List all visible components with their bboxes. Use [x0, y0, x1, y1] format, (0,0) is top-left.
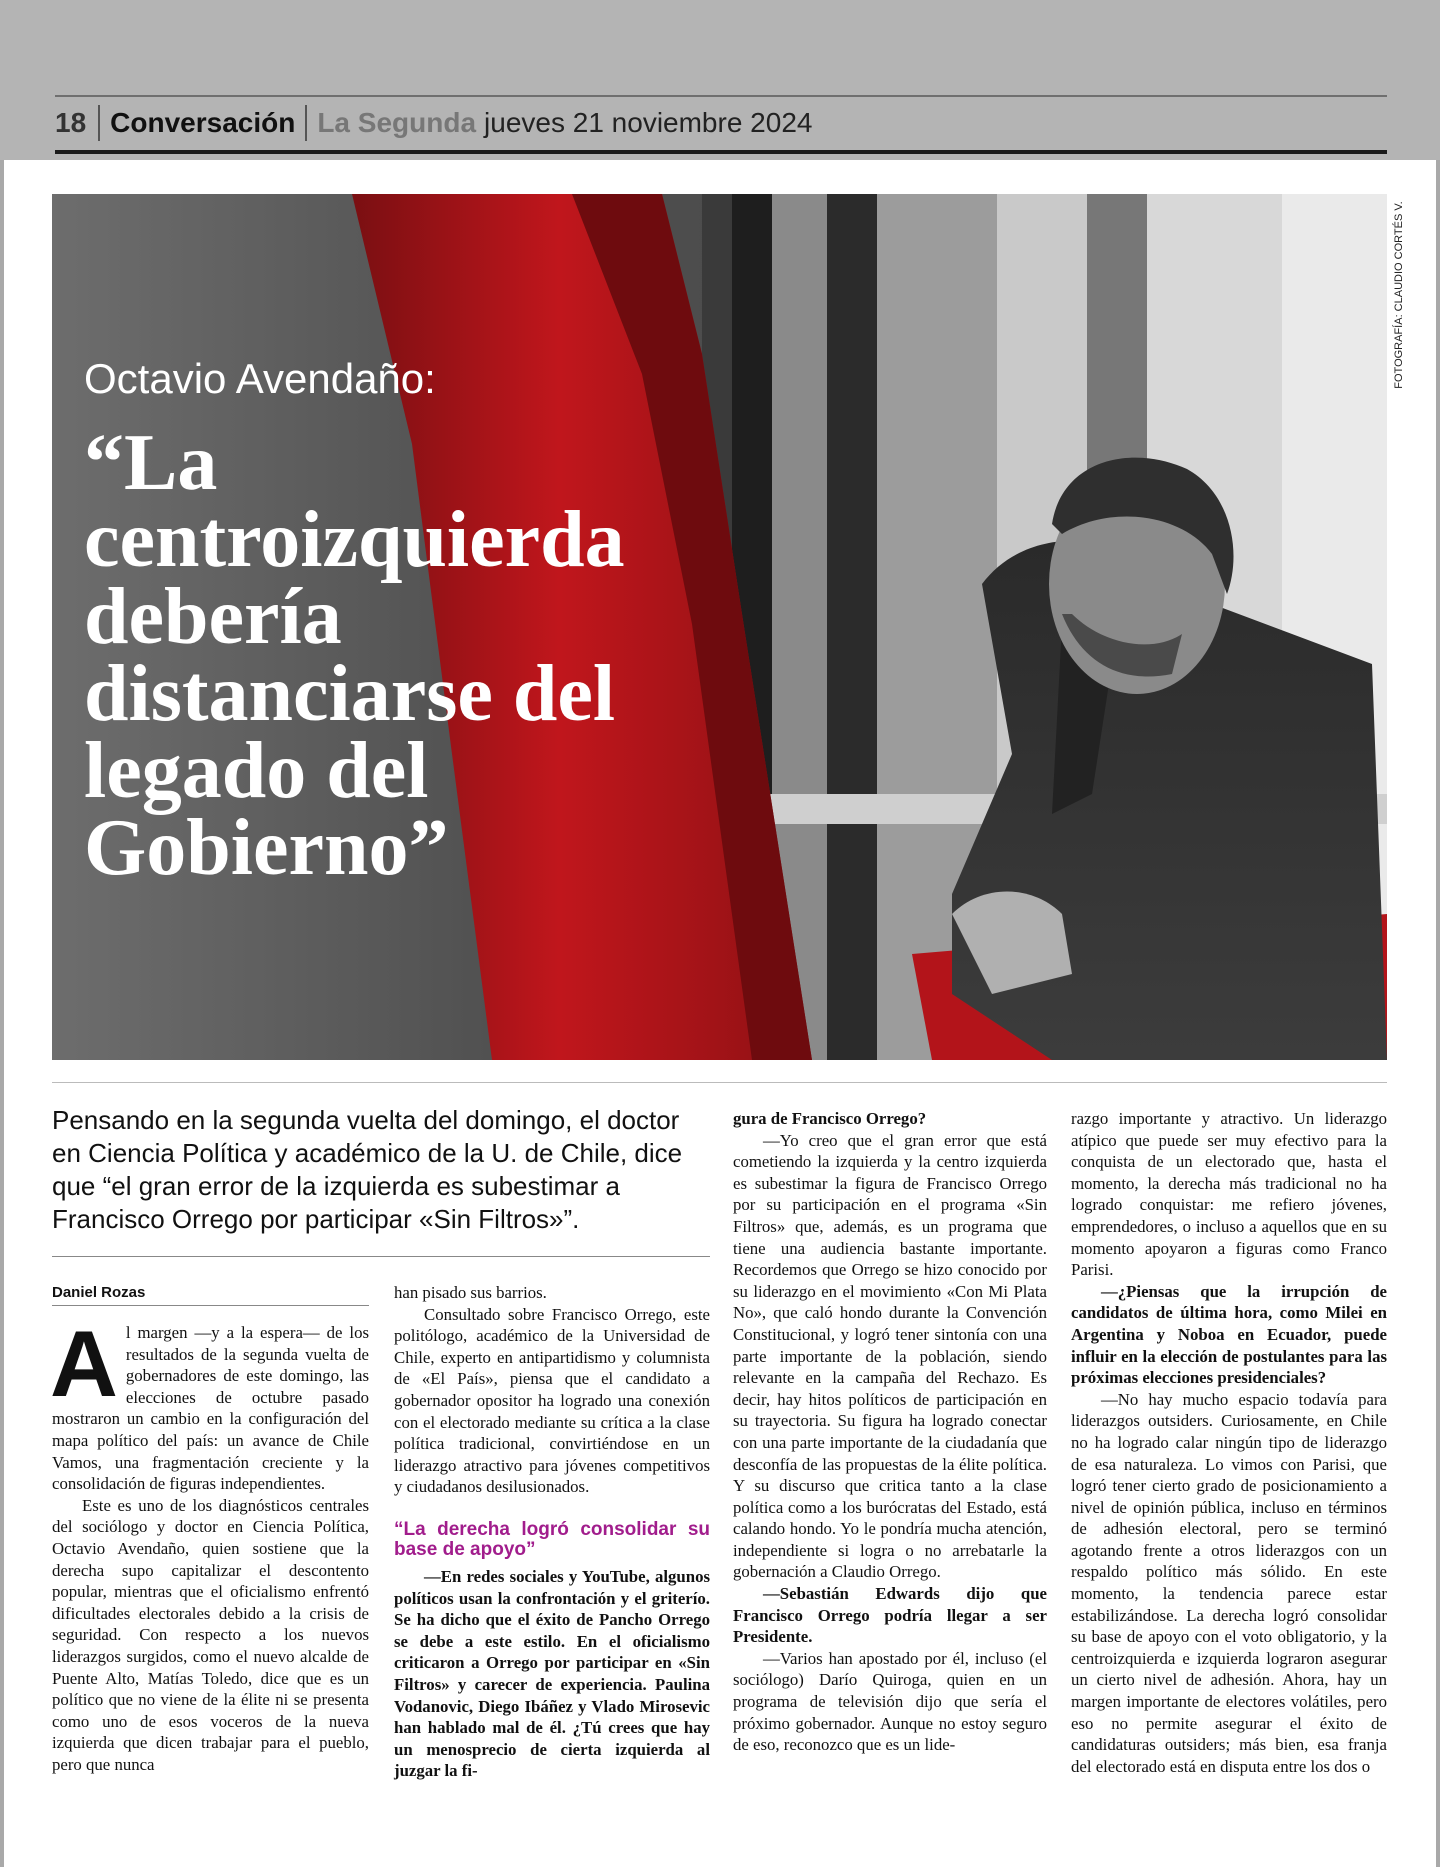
header-bottom-rule [55, 150, 1387, 154]
article-paragraph: han pisado sus barrios. [394, 1283, 547, 1302]
article-paragraph [50, 1311, 369, 1495]
header-top-rule [55, 95, 1387, 97]
interview-answer: —Yo creo que el gran error que está cometiendo la izquierda y la centro izquierda es subestimar la figura de Francisco Orrego por su participación en el programa «Sin Filtros» que, además, es un programa que tiene una audiencia bastante importante. Recordemos que Orrego se hizo conocido por su liderazgo en el movimiento «Con Mi Plata No», que caló hondo durante la Convención Constitucional, y logró tener sintonía con una parte importante de la población, siendo relevante en la campaña del Rechazo. Es decir, hay hitos políticos de participación en su trayectoria. Su figura ha logrado conectar con una parte importante de la ciudadanía que desconfía de las propuestas de la élite política. Y su discurso que critica tanto a la clase política como a los burócratas del Estado, está calando hondo. Yo le pondría mucha atención, independiente si logra o no arrebatarle la gobernación a Claudio Orrego. [733, 1130, 1047, 1582]
interview-answer: —No hay mucho espacio todavía para liderazgos outsiders. Curiosamente, en Chile no ha logrado calar ningún tipo de liderazgo de esa naturaleza. Lo vimos con Parisi, que logró tener cierto grado de posicionamiento a nivel de opinión pública, incluso en términos de adhesión electoral, pero se terminó agotando frente a otros liderazgos con un respaldo político más sólido. En este momento, la tendencia parece estar estabilizándose. La derecha logró consolidar su base de apoyo con el voto obligatorio, y la centroizquierda e izquierda lograron asegurar un cierto nivel de adhesión. Ahora, hay un margen importante de electores volátiles, pero eso no permite asegurar el éxito de candidaturas outsiders; más bien, esa franja del electorado está en disputa entre los dos o [1071, 1389, 1387, 1776]
interview-answer: razgo importante y atractivo. Un liderazgo atípico que puede ser muy efectivo para la conquista de un electorado que, hasta el momento, la derecha más tradicional no ha logrado conquistar: me refiero jóvenes, emprendedores, o incluso a aquellos que en su momento apoyaron a figuras como Franco Parisi. [1071, 1109, 1387, 1280]
interview-answer: —Varios han apostado por él, incluso (el sociólogo) Darío Quiroga, quien en un programa de televisión dijo que sería el próximo gobernador. Aunque no estoy seguro de eso, reconozco que es un lide- [733, 1648, 1047, 1755]
photo-bottom-rule [52, 1082, 1387, 1083]
byline: Daniel Rozas [52, 1284, 146, 1301]
article-kicker: Octavio Avendaño: [84, 355, 436, 402]
article-subhead: “La derecha logró consolidar su base de apoyo” [394, 1518, 710, 1560]
byline-rule [52, 1305, 369, 1306]
drop-cap: A [50, 1311, 118, 1416]
masthead [55, 101, 812, 145]
article-column-1 [50, 1311, 369, 1775]
article-paragraph: Este es uno de los diagnósticos centrales del sociólogo y doctor en Ciencia Política, Octavio Avendaño, quien sostiene que la derecha supo capitalizar el descontento popular, mientras que el oficialismo enfrentó dificultades electorales debido a la crisis de seguridad. Con respecto a los nuevos liderazgos surgidos, como el nuevo alcalde de Puente Alto, Matías Toledo, dice que es un político que no viene de la élite ni se presenta como uno de esos voceros de la nueva izquierda que dicen trabajar para el pueblo, pero que nunca [52, 1495, 369, 1774]
photo-credit [1392, 195, 1406, 395]
newspaper-name: La Segunda [317, 107, 477, 138]
article-headline: “La centroizquierda debería distanciarse del legado del Gobierno” [84, 419, 625, 892]
paragraph-text: l margen —y a la espera— de los resultados de la segunda vuelta de gobernadores de este domingo, las elecciones de octubre pasado mostraron un cambio en la configuración del mapa político del país: un avance de Chile Vamos, una fragmentación creciente y la consolidación de figuras independientes. [52, 1323, 369, 1494]
article-paragraph: Consultado sobre Francisco Orrego, este politólogo, académico de la Universidad de Chile, experto en antipartidismo y columnista de «El País», piensa que el candidato a gobernador opositor ha logrado una conexión con el electorado mediante su crítica a la clase política tradicional, convirtiéndose en un liderazgo atractivo para jóvenes competitivos y ciudadanos desilusionados. [394, 1304, 710, 1497]
lede-rule [52, 1256, 710, 1257]
interview-question: —En redes sociales y YouTube, algunos políticos usan la confrontación y el griterío. Se ha dicho que el éxito de Pancho Orrego se debe a este estilo. En el oficialismo criticaron a Orrego por participar en «Sin Filtros» y carecer de experiencia. Paulina Vodanovic, Diego Ibáñez y Vlado Mirosevic han hablado mal de él. ¿Tú crees que hay un menosprecio de cierta izquierda al juzgar la fi- [394, 1566, 710, 1781]
article-column-3 [733, 1108, 1047, 1756]
article-column-2 [394, 1282, 710, 1782]
photo-credit-text: FOTOGRAFÍA: CLAUDIO CORTÉS V. [1393, 201, 1405, 389]
article-column-4 [1071, 1108, 1387, 1777]
article-lede: Pensando en la segunda vuelta del domingo, el doctor en Ciencia Política y académico de la U. de Chile, dice que “el gran error de la izquierda es subestimar a Francisco Orrego por participar «Sin Filtros»”. [52, 1105, 683, 1234]
interview-question: —¿Piensas que la irrupción de candidatos de última hora, como Milei en Argentina y Noboa en Ecuador, puede influir en la elección de postulantes para las próximas elecciones presidenciales? [1071, 1281, 1387, 1388]
interview-question: gura de Francisco Orrego? [733, 1109, 927, 1128]
interview-question: —Sebastián Edwards dijo que Francisco Orrego podría llegar a ser Presidente. [733, 1584, 1047, 1647]
page-number: 18 [55, 107, 87, 138]
section-name: Conversación [110, 107, 296, 138]
issue-date: jueves 21 noviembre 2024 [484, 107, 813, 138]
